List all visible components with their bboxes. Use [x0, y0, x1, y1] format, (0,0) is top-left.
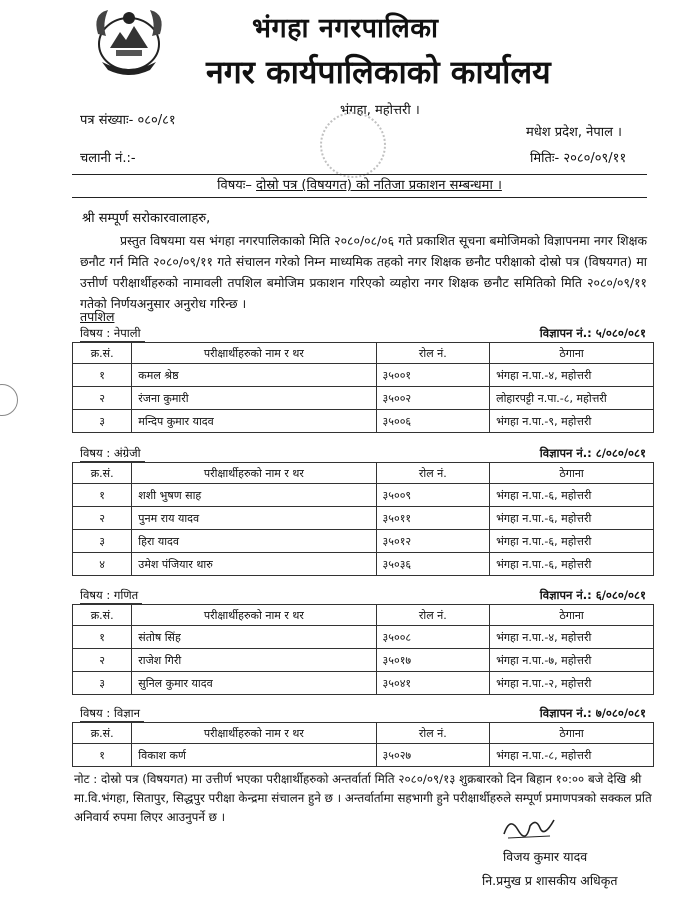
province: मधेश प्रदेश, नेपाल । [526, 125, 622, 140]
cell-roll: ३५००१ [376, 364, 490, 387]
cell-name: कमल श्रेष्ठ [132, 364, 376, 387]
section-advert-number: विज्ञापन नं.: ६/०८०/०८१ [539, 588, 646, 602]
subject-text: दोस्रो पत्र (विषयगत) को नतिजा प्रकाशन सम्बन्धमा । [256, 178, 502, 193]
cell-roll: ३५००२ [376, 387, 490, 410]
header-name: परीक्षार्थीहरुको नाम र थर [132, 343, 376, 364]
results-table [72, 722, 654, 767]
table-row [73, 507, 654, 530]
header-name: परीक्षार्थीहरुको नाम र थर [132, 605, 376, 626]
section-nepali [72, 326, 654, 433]
cell-address: भंगहा न.पा.-४, महोत्तरी [490, 626, 654, 649]
cell-name: उमेश पंजियार थारु [132, 553, 376, 576]
signatory-name: विजय कुमार यादव [503, 849, 588, 864]
header-name: परीक्षार्थीहरुको नाम र थर [132, 463, 376, 484]
cell-name: हिरा यादव [132, 530, 376, 553]
cell-name: रंजना कुमारी [132, 387, 376, 410]
cell-address: भंगहा न.पा.-२, महोत्तरी [490, 672, 654, 695]
nepal-emblem-icon [88, 4, 170, 78]
section-subject: विषय : विज्ञान [80, 706, 144, 722]
cell-address: भंगहा न.पा.-६, महोत्तरी [490, 484, 654, 507]
section-math [72, 588, 654, 695]
subject-label: विषयः– [217, 178, 252, 193]
municipality-name: भंगहा नगरपालिका [252, 13, 439, 44]
cell-sn: १ [73, 744, 132, 767]
subject-line [72, 174, 647, 198]
cell-sn: २ [73, 387, 132, 410]
cell-roll: ३५०१२ [376, 530, 490, 553]
section-science [72, 706, 654, 767]
header-name: परीक्षार्थीहरुको नाम र थर [132, 723, 376, 744]
section-advert-number: विज्ञापन नं.: ५/०८०/०८१ [539, 326, 646, 340]
cell-roll: ३५०११ [376, 507, 490, 530]
header-sn: क्र.सं. [73, 463, 132, 484]
section-subject: विषय : अंग्रेजी [80, 446, 145, 462]
office-stamp-icon [320, 112, 386, 178]
header-address: ठेगाना [490, 343, 654, 364]
table-header-row [73, 463, 654, 484]
cell-roll: ३५००८ [376, 626, 490, 649]
cell-address: भंगहा न.पा.-६, महोत्तरी [490, 507, 654, 530]
cell-roll: ३५०२७ [376, 744, 490, 767]
salutation: श्री सम्पूर्ण सरोकारवालाहरु, [82, 211, 211, 226]
cell-name: मन्दिप कुमार यादव [132, 410, 376, 433]
section-advert-number: विज्ञापन नं.: ७/०८०/०८१ [539, 706, 646, 720]
header-roll: रोल नं. [376, 343, 490, 364]
cell-address: भंगहा न.पा.-७, महोत्तरी [490, 649, 654, 672]
header-roll: रोल नं. [376, 723, 490, 744]
body-paragraph: प्रस्तुत विषयमा यस भंगहा नगरपालिकाको मिति २०८०/०८/०६ गते प्रकाशित सूचना बमोजिमको विज्ञापनमा नगर शिक्षक छनौट गर्न मिति २०८०/०९/११ गते संचालन गरेको निम्न माध्यमिक तहको नगर शिक्षक छनौट परीक्षाको दोस्रो पत्र (विषयगत) मा उत्तीर्ण परीक्षार्थीहरुको नामावली तपशिल बमोजिम प्रकाशन गरिएको व्यहोरा नगर शिक्षक छनौट समितिको मिति २०८०/०९/११ गतेको निर्णयअनुसार अनुरोध गरिन्छ । [80, 233, 647, 311]
table-row [73, 387, 654, 410]
cell-address: भंगहा न.पा.-८, महोत्तरी [490, 744, 654, 767]
cell-sn: ३ [73, 672, 132, 695]
signature-icon [500, 812, 558, 842]
cell-roll: ३५०४१ [376, 672, 490, 695]
header-address: ठेगाना [490, 723, 654, 744]
cell-sn: १ [73, 364, 132, 387]
letter-number: पत्र संख्याः- ०८०/८१ [80, 113, 176, 128]
header-sn: क्र.सं. [73, 723, 132, 744]
table-row [73, 744, 654, 767]
office-name: नगर कार्यपालिकाको कार्यालय [206, 53, 551, 91]
header-roll: रोल नं. [376, 463, 490, 484]
header-roll: रोल नं. [376, 605, 490, 626]
cell-name: राजेश गिरी [132, 649, 376, 672]
cell-address: भंगहा न.पा.-४, महोत्तरी [490, 364, 654, 387]
dispatch-number: चलानी नं.:- [80, 151, 136, 166]
results-table [72, 342, 654, 433]
results-table [72, 604, 654, 695]
table-row [73, 410, 654, 433]
header-address: ठेगाना [490, 463, 654, 484]
cell-roll: ३५०३६ [376, 553, 490, 576]
location: भंगहा, महोत्तरी । [340, 103, 420, 118]
cell-sn: ३ [73, 530, 132, 553]
table-row [73, 672, 654, 695]
table-row [73, 553, 654, 576]
section-subject: विषय : गणित [80, 588, 142, 604]
cell-name: सुनिल कुमार यादव [132, 672, 376, 695]
cell-name: संतोष सिंह [132, 626, 376, 649]
header-sn: क्र.सं. [73, 605, 132, 626]
section-english [72, 446, 654, 576]
cell-address: भंगहा न.पा.-९, महोत्तरी [490, 410, 654, 433]
cell-sn: ३ [73, 410, 132, 433]
header-sn: क्र.सं. [73, 343, 132, 364]
table-row [73, 530, 654, 553]
cell-name: पुनम राय यादव [132, 507, 376, 530]
cell-address: भंगहा न.पा.-६, महोत्तरी [490, 553, 654, 576]
table-row [73, 626, 654, 649]
cell-name: विकाश कर्ण [132, 744, 376, 767]
punch-hole-icon [0, 384, 18, 416]
section-advert-number: विज्ञापन नं.: ८/०८०/०८१ [539, 446, 646, 460]
table-header-row [73, 343, 654, 364]
table-header-row [73, 723, 654, 744]
cell-name: शशी भुषण साह [132, 484, 376, 507]
details-heading: तपशिल [80, 309, 115, 324]
table-row [73, 484, 654, 507]
cell-sn: ४ [73, 553, 132, 576]
section-subject: विषय : नेपाली [80, 326, 145, 342]
results-table [72, 462, 654, 576]
cell-roll: ३५०१७ [376, 649, 490, 672]
header-address: ठेगाना [490, 605, 654, 626]
cell-address: भंगहा न.पा.-६, महोत्तरी [490, 530, 654, 553]
table-row [73, 364, 654, 387]
cell-sn: १ [73, 626, 132, 649]
table-row [73, 649, 654, 672]
cell-sn: २ [73, 649, 132, 672]
cell-sn: १ [73, 484, 132, 507]
signatory-title: नि.प्रमुख प्र शासकीय अधिकृत [482, 873, 618, 888]
cell-address: लोहारपट्टी न.पा.-८, महोत्तरी [490, 387, 654, 410]
cell-sn: २ [73, 507, 132, 530]
letter-date: मितिः- २०८०/०९/११ [530, 151, 627, 166]
interview-note: नोट : दोस्रो पत्र (विषयगत) मा उत्तीर्ण भएका परीक्षार्थीहरुको अन्तर्वार्ता मिति २०८०/०९/१३ शुक्रबारको दिन बिहान १०:०० बजे देखि श्री मा.वि.भंगहा, सितापुर, सिद्धपुर परीक्षा केन्द्रमा संचालन हुने छ । अन्तर्वार्तामा सहभागी हुने परीक्षार्थीहरुले सम्पूर्ण प्रमाणपत्रको सक्कल प्रति अनिवार्य रुपमा लिएर आउनुपर्ने छ । [74, 772, 652, 824]
cell-roll: ३५००६ [376, 410, 490, 433]
cell-roll: ३५००९ [376, 484, 490, 507]
table-header-row [73, 605, 654, 626]
